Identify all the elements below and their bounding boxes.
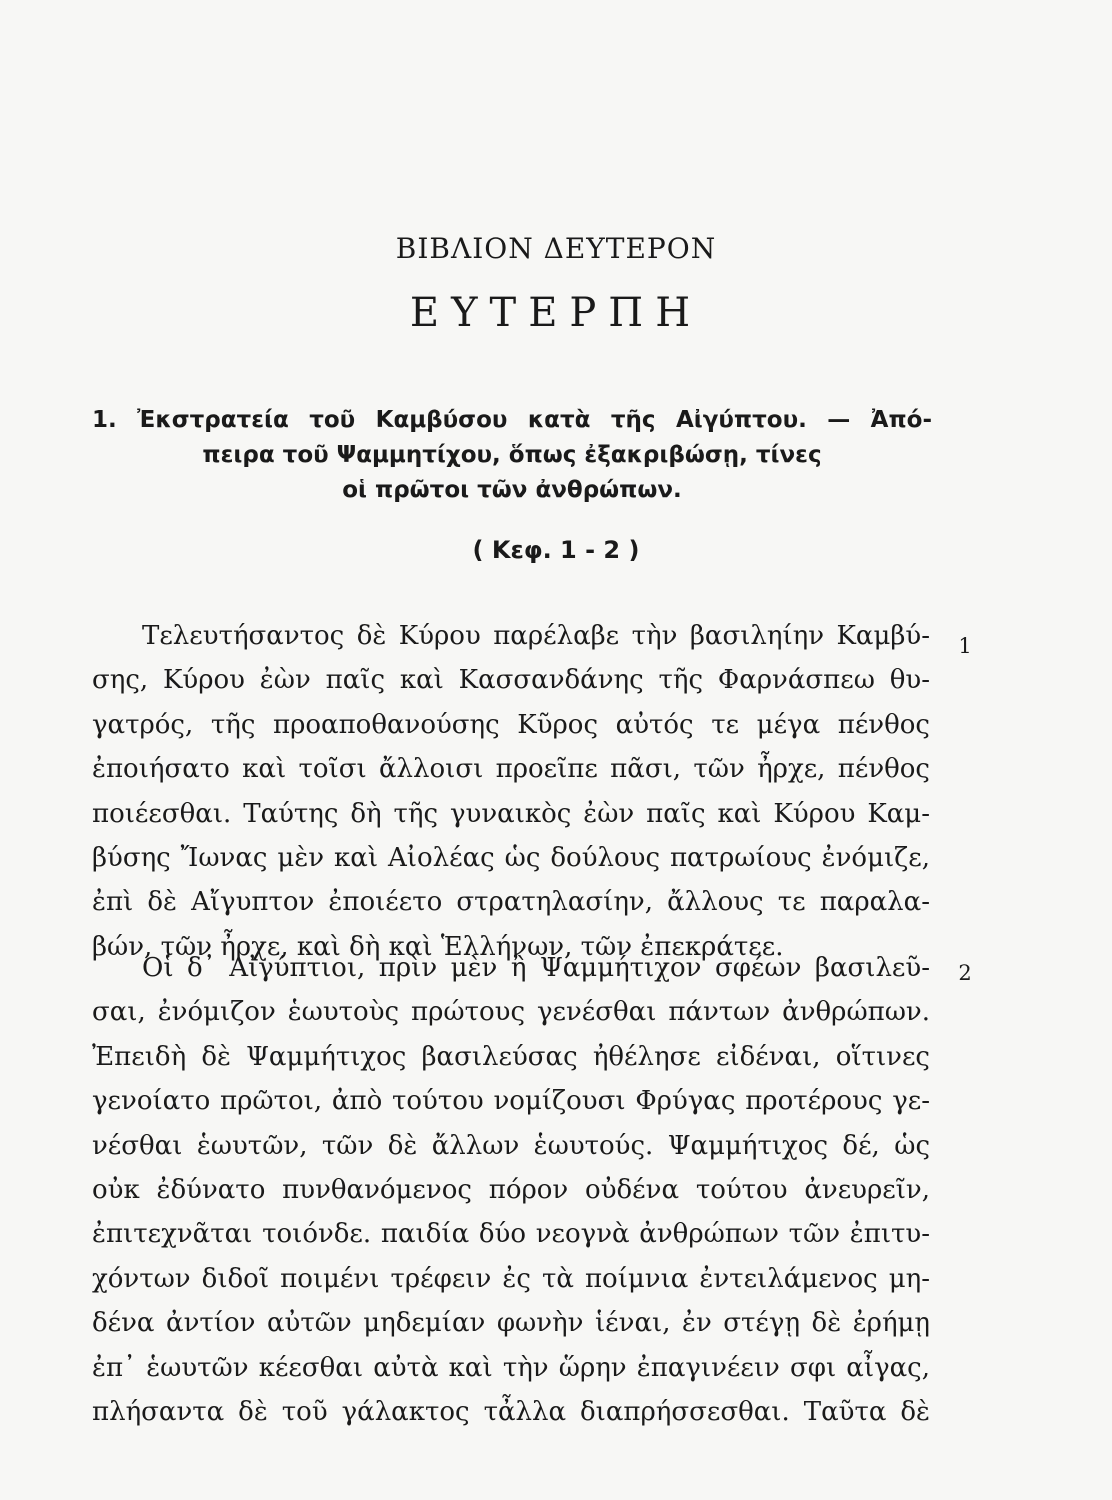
text-line: ἐπὶ δὲ Αἴγυπτον ἐποιέετο στρατηλασίην, ἄλλους τε παραλα- xyxy=(92,887,930,918)
text-line: Οἱ δ᾽ Αἰγύπτιοι, πρὶν μὲν ἢ Ψαμμήτιχον σφέων βασιλεῦ- xyxy=(142,953,930,983)
text-line: βών, τῶν ἦρχε, καὶ δὴ καὶ Ἑλλήνων, τῶν ἐπεκράτεε. xyxy=(92,931,784,962)
section-heading-line: πειρα τοῦ Ψαμμητίχου, ὅπως ἐξακριβώσῃ, τίνες xyxy=(202,442,822,468)
text-line: χόντων διδοῖ ποιμένι τρέφειν ἐς τὰ ποίμνια ἐντειλάμενος μη- xyxy=(92,1263,930,1294)
paragraph-2 xyxy=(92,946,930,1434)
text-line: ἐποιήσατο καὶ τοῖσι ἄλλοισι προεῖπε πᾶσι, τῶν ἦρχε, πένθος xyxy=(92,754,930,785)
text-line: ποιέεσθαι. Ταύτης δὴ τῆς γυναικὸς ἐὼν παῖς καὶ Κύρου Καμ- xyxy=(92,798,930,829)
text-line: πλήσαντα δὲ τοῦ γάλακτος τἆλλα διαπρήσσεσθαι. Ταῦτα δὲ xyxy=(92,1396,930,1427)
text-line: ἐπ᾽ ἑωυτῶν κέεσθαι αὐτὰ καὶ τὴν ὥρην ἐπαγινέειν σφι αἶγας, xyxy=(92,1352,930,1383)
text-line: νέσθαι ἑωυτῶν, τῶν δὲ ἄλλων ἑωυτούς. Ψαμμήτιχος δέ, ὡς xyxy=(92,1130,930,1161)
text-line: γενοίατο πρῶτοι, ἀπὸ τούτου νομίζουσι Φρύγας προτέρους γε- xyxy=(92,1086,930,1117)
text-line: βύσης Ἴωνας μὲν καὶ Αἰολέας ὡς δούλους πατρωίους ἐνόμιζε, xyxy=(92,842,930,873)
text-line: οὐκ ἐδύνατο πυνθανόμενος πόρον οὐδένα τούτου ἀνευρεῖν, xyxy=(92,1174,930,1205)
section-heading-line: 1. Ἐκστρατεία τοῦ Καμβύσου κατὰ τῆς Αἰγύπτου. — Ἀπό- xyxy=(92,407,932,433)
section-heading xyxy=(92,403,932,508)
text-line: σης, Κύρου ἐὼν παῖς καὶ Κασσανδάνης τῆς Φαρνάσπεω θυ- xyxy=(92,665,930,696)
text-line: Ἐπειδὴ δὲ Ψαμμήτιχος βασιλεύσας ἠθέλησε εἰδέναι, οἵτινες xyxy=(92,1041,930,1072)
text-line: Τελευτήσαντος δὲ Κύρου παρέλαβε τὴν βασιληίην Καμβύ- xyxy=(142,621,930,651)
section-heading-line: οἱ πρῶτοι τῶν ἀνθρώπων. xyxy=(342,477,682,503)
text-line: σαι, ἐνόμιζον ἑωυτοὺς πρώτους γενέσθαι πάντων ἀνθρώπων. xyxy=(92,997,930,1028)
text-line: γατρός, τῆς προαποθανούσης Κῦρος αὐτός τε μέγα πένθος xyxy=(92,709,930,740)
text-line: ἐπιτεχνᾶται τοιόνδε. παιδία δύο νεογνὰ ἀνθρώπων τῶν ἐπιτυ- xyxy=(92,1219,930,1250)
chapter-reference: ( Κεφ. 1 - 2 ) xyxy=(472,536,640,564)
margin-number: 2 xyxy=(958,961,972,985)
text-line: δένα ἀντίον αὐτῶν μηδεμίαν φωνὴν ἱέναι, ἐν στέγῃ δὲ ἐρήμῃ xyxy=(92,1308,930,1339)
paragraph-1 xyxy=(92,614,930,969)
book-title: ΒΙΒΛΙΟΝ ΔΕΥΤΕΡΟΝ xyxy=(395,232,717,265)
part-title: ΕΥΤΕΡΠΗ xyxy=(409,290,703,336)
margin-number: 1 xyxy=(958,634,972,658)
